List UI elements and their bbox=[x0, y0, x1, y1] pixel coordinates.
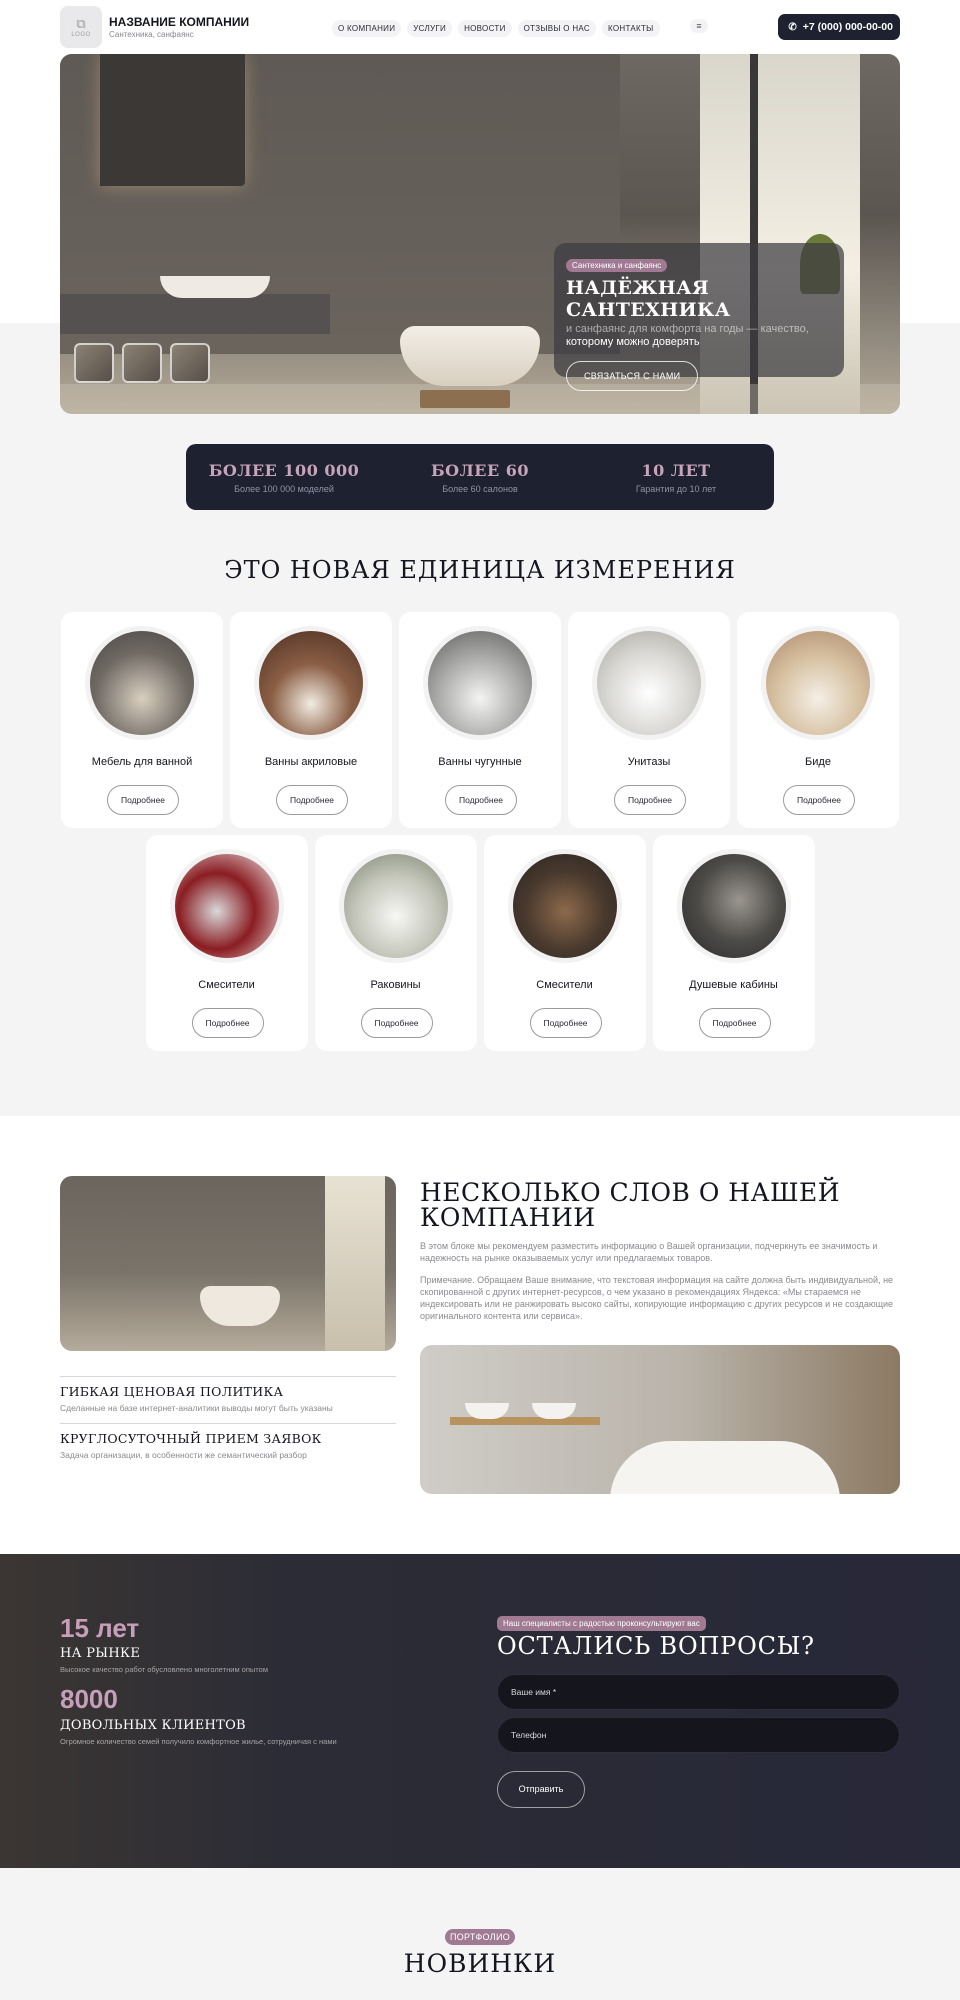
catalog-title: ЭТО НОВАЯ ЕДИНИЦА ИЗМЕРЕНИЯ bbox=[224, 556, 736, 584]
phone-field[interactable]: Телефон bbox=[497, 1717, 900, 1753]
about-image bbox=[60, 1176, 396, 1351]
nav-contacts[interactable]: КОНТАКТЫ bbox=[602, 20, 660, 37]
hero-banner bbox=[60, 54, 900, 414]
catalog-row bbox=[60, 612, 900, 828]
hero-subtitle-dim: и санфаянс для комфорта на годы — качество, bbox=[566, 323, 809, 335]
site-header bbox=[60, 6, 900, 48]
hero-thumbnail[interactable] bbox=[74, 343, 114, 383]
company-subtitle: Сантехника, санфаянс bbox=[109, 30, 194, 39]
catalog-card-title: Ванны чугунные bbox=[438, 756, 522, 768]
hero-mirror bbox=[100, 54, 245, 186]
more-button[interactable]: Подробнее bbox=[445, 785, 517, 815]
more-button[interactable]: Подробнее bbox=[783, 785, 855, 815]
form-badge: Наш специалисты с радостью проконсультируют вас bbox=[497, 1616, 706, 1631]
stat-label: Более 100 000 моделей bbox=[234, 483, 334, 494]
phone-icon: ✆ bbox=[788, 21, 797, 33]
catalog-card[interactable] bbox=[146, 835, 308, 1051]
more-button[interactable]: Подробнее bbox=[192, 1008, 264, 1038]
hero-thumbnail[interactable] bbox=[122, 343, 162, 383]
about-image-shelf bbox=[450, 1417, 600, 1425]
about-note: Примечание. Обращаем Ваше внимание, что текстовая информация на сайте должна быть индивидуальной, не скопированной с других интернет-ресурсов, о чем указано в рекомендациях Яндекса: «Мы стараемся не индексировать или не ранжировать высоко сайты, копирующие информацию с других ресурсов и не создающие оригинального контента или сервиса». bbox=[420, 1275, 894, 1321]
years-desc: Высокое качество работ обусловлено многолетним опытом bbox=[60, 1665, 268, 1674]
nav-about[interactable]: О КОМПАНИИ bbox=[332, 20, 401, 37]
phone-button[interactable] bbox=[778, 14, 900, 40]
stat-value: БОЛЕЕ 100 000 bbox=[208, 460, 360, 480]
feature-desc: Задача организации, в особенности же семантический разбор bbox=[60, 1450, 307, 1460]
catalog-card-title: Душевые кабины bbox=[689, 979, 778, 991]
hero-subtitle bbox=[566, 323, 832, 349]
name-field[interactable]: Ваше имя * bbox=[497, 1674, 900, 1710]
nav-reviews[interactable]: ОТЗЫВЫ О НАС bbox=[518, 20, 596, 37]
clients-label: ДОВОЛЬНЫХ КЛИЕНТОВ bbox=[60, 1718, 246, 1733]
portfolio-badge: ПОРТФОЛИО bbox=[445, 1929, 515, 1945]
hero-mat bbox=[420, 390, 510, 408]
about-paragraph: В этом блоке мы рекомендуем разместить информацию о Вашей организации, подчеркнуть ее значимость и надежность на рынке оказываемых услуг или предлагаемых товаров. bbox=[420, 1241, 878, 1263]
catalog-card-title: Унитазы bbox=[627, 756, 671, 768]
main-nav bbox=[332, 20, 660, 37]
brand bbox=[109, 15, 249, 39]
contact-section bbox=[0, 1554, 960, 1868]
about-title: НЕСКОЛЬКО СЛОВ О НАШЕЙ КОМПАНИИ bbox=[420, 1178, 841, 1232]
contact-us-button[interactable]: СВЯЗАТЬСЯ С НАМИ bbox=[566, 361, 698, 391]
about-image-bathtub bbox=[200, 1286, 280, 1326]
company-name: НАЗВАНИЕ КОМПАНИИ bbox=[109, 15, 250, 29]
catalog-card-title: Смесители bbox=[198, 979, 255, 991]
hero-sink bbox=[160, 276, 270, 298]
catalog-image bbox=[423, 626, 537, 740]
logo-icon: ⧉ bbox=[76, 15, 86, 31]
stat-item bbox=[586, 461, 766, 494]
catalog-image bbox=[592, 626, 706, 740]
form-title: ОСТАЛИСЬ ВОПРОСЫ? bbox=[497, 1632, 815, 1660]
years-label: НА РЫНКЕ bbox=[60, 1646, 141, 1661]
phone-number: +7 (000) 000-00-00 bbox=[802, 21, 893, 33]
catalog-card[interactable] bbox=[484, 835, 646, 1051]
catalog-card[interactable] bbox=[315, 835, 477, 1051]
hero-thumbnails bbox=[74, 343, 210, 383]
catalog-image bbox=[85, 626, 199, 740]
catalog-card[interactable] bbox=[399, 612, 561, 828]
catalog-card-title: Ванны акриловые bbox=[264, 756, 358, 768]
catalog-card-title: Смесители bbox=[536, 979, 593, 991]
hero-vanity bbox=[60, 294, 330, 334]
nav-services[interactable]: УСЛУГИ bbox=[407, 20, 452, 37]
stat-item bbox=[390, 461, 570, 494]
catalog-image bbox=[508, 849, 622, 963]
hero-card bbox=[554, 243, 844, 381]
hero-title: НАДЁЖНАЯ САНТЕХНИКА bbox=[566, 277, 731, 321]
stats-bar bbox=[186, 444, 774, 510]
hero-subtitle-bright: которому можно доверять bbox=[566, 336, 700, 348]
catalog-card[interactable] bbox=[653, 835, 815, 1051]
feature-title: КРУГЛОСУТОЧНЫЙ ПРИЕМ ЗАЯВОК bbox=[60, 1431, 322, 1446]
catalog-card-title: Мебель для ванной bbox=[91, 756, 193, 768]
catalog-card[interactable] bbox=[737, 612, 899, 828]
more-button[interactable]: Подробнее bbox=[530, 1008, 602, 1038]
hero-badge: Сантехника и санфаянс bbox=[566, 259, 667, 272]
catalog-image bbox=[677, 849, 791, 963]
stat-item bbox=[194, 461, 374, 494]
feature-desc: Сделанные на базе интернет-аналитики выводы могут быть указаны bbox=[60, 1403, 333, 1413]
hero-bathtub bbox=[400, 326, 540, 386]
catalog-image bbox=[254, 626, 368, 740]
clients-value: 8000 bbox=[60, 1684, 118, 1714]
years-value: 15 лет bbox=[60, 1613, 140, 1643]
feature-title: ГИБКАЯ ЦЕНОВАЯ ПОЛИТИКА bbox=[60, 1384, 284, 1399]
more-button[interactable]: Подробнее bbox=[276, 785, 348, 815]
feature-item bbox=[60, 1423, 396, 1460]
logo-text: LOGO bbox=[71, 31, 91, 38]
nav-news[interactable]: НОВОСТИ bbox=[458, 20, 512, 37]
more-button[interactable]: Подробнее bbox=[699, 1008, 771, 1038]
more-button[interactable]: Подробнее bbox=[361, 1008, 433, 1038]
more-button[interactable]: Подробнее bbox=[107, 785, 179, 815]
more-button[interactable]: Подробнее bbox=[614, 785, 686, 815]
stat-label: Более 60 салонов bbox=[442, 483, 518, 494]
catalog-image bbox=[761, 626, 875, 740]
catalog-grid bbox=[60, 612, 900, 1058]
about-image-bathtub bbox=[610, 1441, 840, 1494]
feature-item bbox=[60, 1376, 396, 1413]
catalog-image bbox=[339, 849, 453, 963]
about-image-2 bbox=[420, 1345, 900, 1494]
stat-label: Гарантия до 10 лет bbox=[635, 483, 717, 494]
catalog-card[interactable] bbox=[568, 612, 730, 828]
catalog-row bbox=[60, 835, 900, 1051]
hero-thumbnail[interactable] bbox=[170, 343, 210, 383]
stat-value: 10 ЛЕТ bbox=[641, 460, 711, 480]
catalog-card[interactable] bbox=[61, 612, 223, 828]
catalog-card[interactable] bbox=[230, 612, 392, 828]
clients-desc: Огромное количество семей получило комфортное жилье, сотрудничая с нами bbox=[60, 1737, 337, 1746]
stat-value: БОЛЕЕ 60 bbox=[431, 460, 529, 480]
submit-button[interactable]: Отправить bbox=[497, 1771, 585, 1808]
catalog-card-title: Биде bbox=[805, 756, 831, 768]
catalog-card-title: Раковины bbox=[370, 979, 421, 991]
portfolio-title: НОВИНКИ bbox=[403, 1949, 557, 1978]
menu-icon[interactable]: ≡ bbox=[690, 19, 708, 33]
about-image-window bbox=[325, 1176, 385, 1351]
catalog-image bbox=[170, 849, 284, 963]
logo[interactable] bbox=[60, 6, 102, 48]
